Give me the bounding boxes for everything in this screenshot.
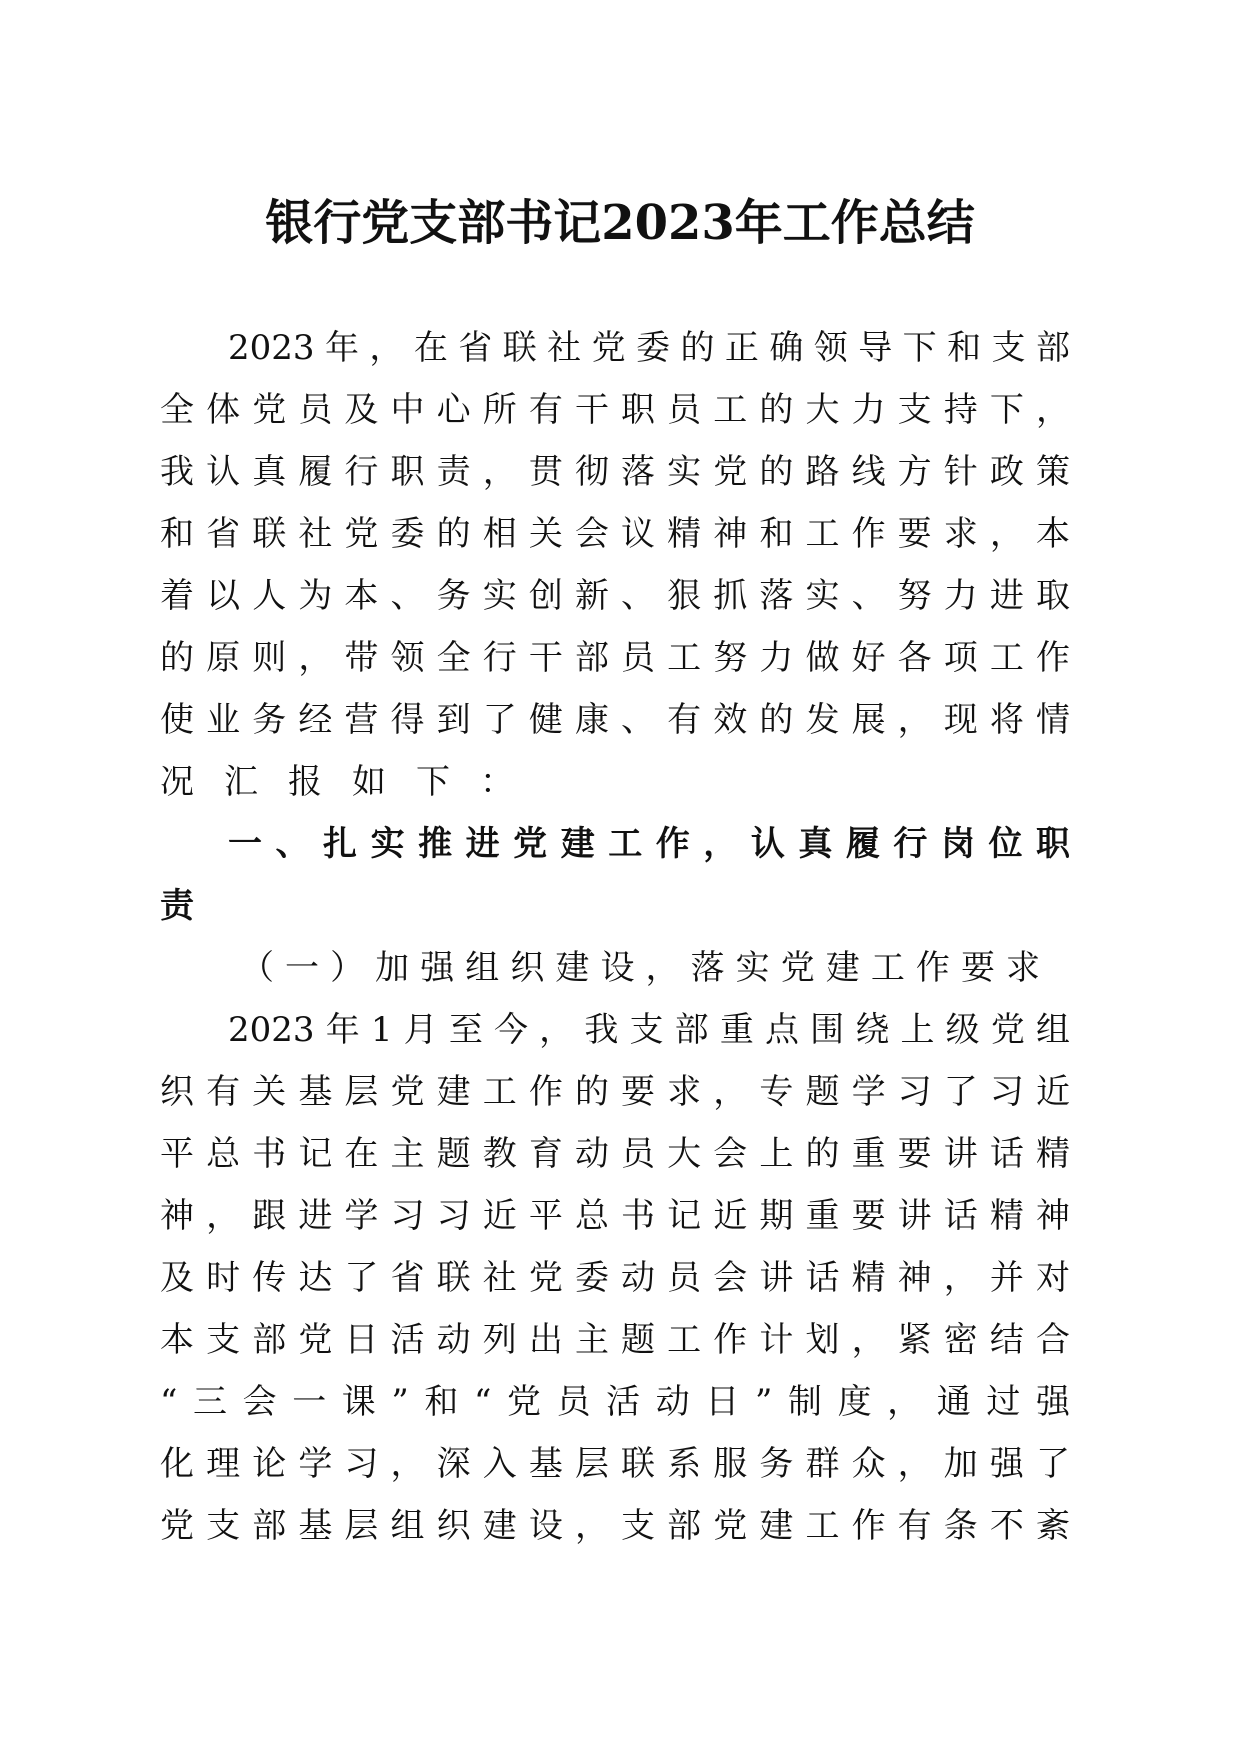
paragraph-line: 化理论学习，深入基层联系服务群众，加强了 [160, 1444, 1070, 1484]
paragraph-line: 的原则，带领全行干部员工努力做好各项工作 [160, 638, 1070, 678]
paragraph-line: 织有关基层党建工作的要求，专题学习了习近 [160, 1072, 1070, 1112]
paragraph-line: 党支部基层组织建设，支部党建工作有条不紊 [160, 1506, 1070, 1546]
paragraph-line: “三会一课”和“党员活动日”制度，通过强 [160, 1382, 1070, 1422]
paragraph-line: 使业务经营得到了健康、有效的发展，现将情 [160, 700, 1070, 740]
subsection-heading: （一）加强组织建设，落实党建工作要求 [240, 948, 1040, 988]
paragraph-line: 及时传达了省联社党委动员会讲话精神，并对 [160, 1258, 1070, 1298]
paragraph-line: 我认真履行职责，贯彻落实党的路线方针政策 [160, 452, 1070, 492]
paragraph-line: 和省联社党委的相关会议精神和工作要求，本 [160, 514, 1070, 554]
paragraph-line: 着以人为本、务实创新、狠抓落实、努力进取 [160, 576, 1070, 616]
paragraph-line: 本支部党日活动列出主题工作计划，紧密结合 [160, 1320, 1070, 1360]
section-heading: 一、扎实推进党建工作，认真履行岗位职 [228, 824, 1070, 864]
paragraph-line: 况汇报如下： [160, 762, 544, 802]
paragraph-line: 平总书记在主题教育动员大会上的重要讲话精 [160, 1134, 1070, 1174]
document-title: 银行党支部书记2023年工作总结 [265, 195, 975, 251]
paragraph-line: 神，跟进学习习近平总书记近期重要讲话精神 [160, 1196, 1070, 1236]
paragraph-line: 全体党员及中心所有干职员工的大力支持下， [160, 390, 1070, 430]
paragraph-line: 2023年，在省联社党委的正确领导下和支部 [228, 328, 1070, 368]
paragraph-line: 2023年1月至今，我支部重点围绕上级党组 [228, 1010, 1070, 1050]
section-heading: 责 [160, 886, 194, 926]
